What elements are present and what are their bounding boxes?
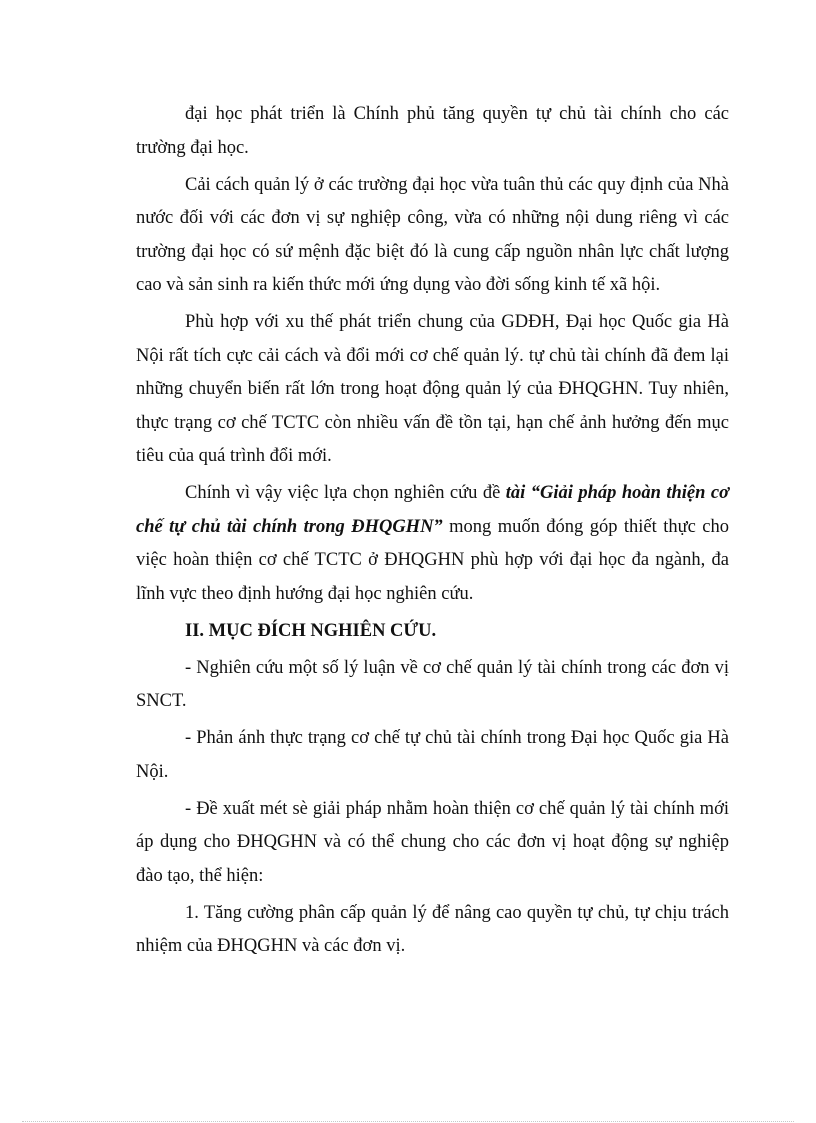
topic-text-before: Chính vì vậy việc lựa chọn nghiên cứu đề [185, 483, 506, 503]
document-body [136, 98, 729, 967]
paragraph-reform: Cải cách quản lý ở các trường đại học vừa tuân thủ các quy định của Nhà nước đối với các đơn vị sự nghiệp công, vừa có những nội dung riêng vì các trường đại học có sứ mệnh đặc biệt đó là cung cấp nguồn nhân lực chất lượng cao và sản sinh ra kiến thức mới ứng dụng vào đời sống kinh tế xã hội. [136, 174, 729, 295]
topic-text-after: mong muốn đóng góp thiết thực cho việc hoàn thiện cơ chế TCTC ở ĐHQGHN phù hợp với đại học đa ngành, đa lĩnh vực theo định hướng đại học nghiên cứu. [136, 516, 729, 604]
section-heading: II. MỤC ĐÍCH NGHIÊN CỨU. [185, 620, 437, 641]
paragraph-continuation: đại học phát triển là Chính phủ tăng quyền tự chủ tài chính cho các trường đại học. [136, 104, 729, 158]
numbered-item-1: 1. Tăng cường phân cấp quản lý để nâng cao quyền tự chủ, tự chịu trách nhiệm của ĐHQGHN và các đơn vị. [136, 902, 729, 956]
paragraph-vnu-context: Phù hợp với xu thế phát triển chung của GDĐH, Đại học Quốc gia Hà Nội rất tích cực cải cách và đổi mới cơ chế quản lý. tự chủ tài chính đã đem lại những chuyển biến rất lớn trong hoạt động quản lý của ĐHQGHN. Tuy nhiên, thực trạng cơ chế TCTC còn nhiều vấn đề tồn tại, hạn chế ảnh hưởng đến mục tiêu của quá trình đổi mới. [136, 312, 729, 466]
objective-item-2: - Phản ánh thực trạng cơ chế tự chủ tài chính trong Đại học Quốc gia Hà Nội. [136, 728, 729, 782]
objective-item-3: - Đề xuất mét sè giải pháp nhằm hoàn thiện cơ chế quản lý tài chính mới áp dụng cho ĐHQGHN và có thể chung cho các đơn vị hoạt động sự nghiệp đào tạo, thể hiện: [136, 798, 729, 886]
topic-title: tài “Giải pháp hoàn thiện cơ chế tự chủ tài chính trong ĐHQGHN” [136, 483, 729, 537]
objective-item-1: - Nghiên cứu một số lý luận về cơ chế quản lý tài chính trong các đơn vị SNCT. [136, 657, 729, 711]
page-bottom-divider [22, 1121, 794, 1122]
paragraph-topic [136, 477, 729, 611]
